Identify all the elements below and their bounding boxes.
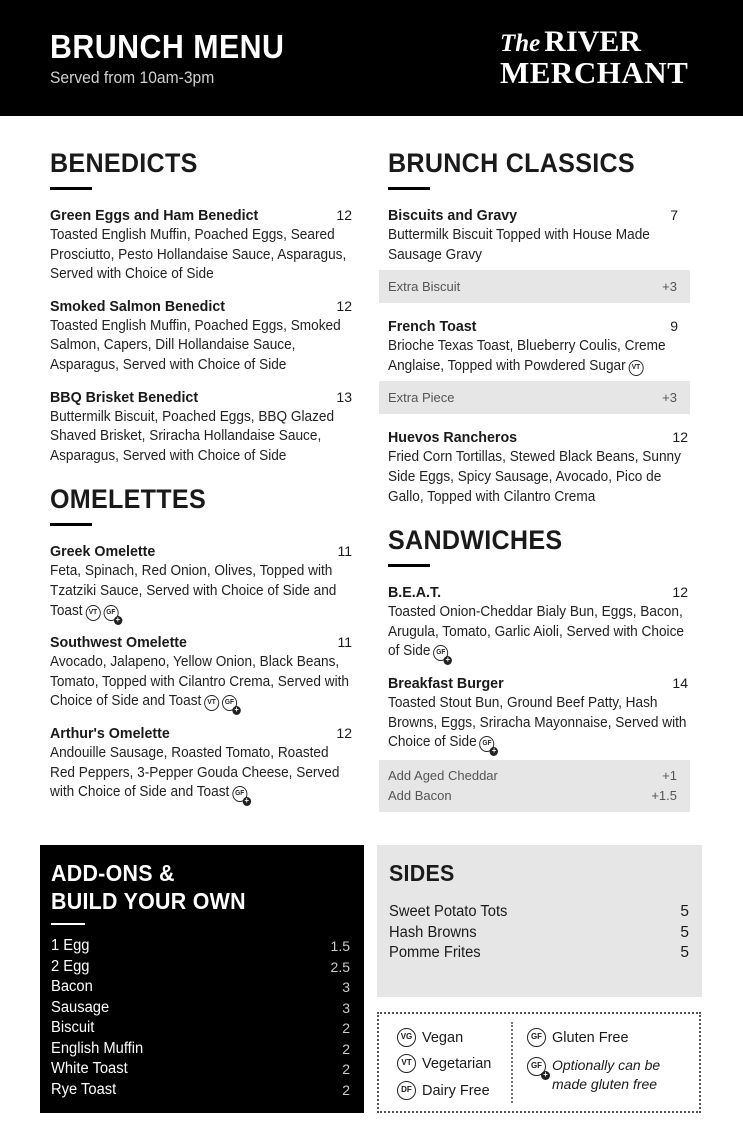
menu-item	[388, 316, 690, 376]
addon-name: Bacon	[51, 978, 93, 995]
addon-name: English Muffin	[51, 1039, 144, 1057]
addon-item	[51, 977, 350, 998]
side-price: 5	[680, 903, 689, 920]
logo-the: The	[500, 30, 541, 57]
extra-price: +1.5	[651, 787, 677, 803]
optional-gluten-free-icon	[232, 786, 247, 802]
item-price: 13	[336, 388, 352, 405]
section-benedicts	[50, 148, 352, 466]
legend-label: Vegetarian	[422, 1055, 492, 1072]
badge-code: GF	[530, 1061, 543, 1070]
item-description-text: Toasted Stout Bun, Ground Beef Patty, Hash Browns, Eggs, Sriracha Mayonnaise, Served with Choice of Side	[388, 694, 687, 751]
item-description-text: Feta, Spinach, Red Onion, Olives, Topped with Tzatziki Sauce, Served with Choice of Side and Toast	[50, 563, 337, 619]
addon-price: 3	[342, 999, 350, 1016]
addons-title-line1: ADD-ONS &	[51, 860, 175, 886]
addon-item	[51, 957, 350, 978]
badge-code: VT	[88, 608, 98, 616]
addon-price: 2	[342, 1081, 350, 1098]
item-price: 12	[336, 297, 352, 314]
menu-item	[50, 632, 352, 712]
side-name: Hash Browns	[389, 923, 477, 941]
addon-price: 2.5	[330, 958, 350, 975]
extra-label: Extra Piece	[388, 390, 455, 406]
section-brunch-classics	[388, 148, 690, 507]
addon-price: 2	[342, 1061, 350, 1077]
item-description-text: Brioche Texas Toast, Blueberry Coulis, Creme Anglaise, Topped with Powdered Sugar	[388, 338, 666, 374]
legend-note	[552, 1056, 660, 1094]
addon-name: Rye Toast	[51, 1080, 117, 1098]
extra-price: +3	[662, 390, 677, 406]
addon-name: 2 Egg	[51, 957, 90, 975]
menu-title: BRUNCH MENU	[50, 28, 285, 65]
item-description-text: Andouille Sausage, Roasted Tomato, Roasted Red Peppers, 3-Pepper Gouda Cheese, Served with Choice of Side and Toast	[50, 744, 340, 801]
section-divider	[50, 187, 92, 190]
badge-code: VT	[631, 363, 641, 371]
item-name: French Toast	[388, 318, 477, 336]
vegetarian-icon	[397, 1054, 416, 1073]
addon-item	[51, 998, 350, 1019]
item-description-text: Toasted Onion-Cheddar Bialy Bun, Eggs, Bacon, Arugula, Tomato, Garlic Aioli, Served with Choice of Side	[388, 604, 684, 660]
addons-title-line2: BUILD YOUR OWN	[51, 888, 246, 914]
optional-gluten-free-icon	[103, 605, 118, 621]
section-divider	[50, 523, 92, 526]
badge-code: GF	[530, 1032, 543, 1041]
section-divider	[388, 564, 430, 567]
menu-item	[50, 723, 352, 803]
item-price: 7	[670, 207, 678, 223]
sides-panel	[377, 845, 702, 997]
section-omelettes	[50, 484, 352, 802]
addon-item	[51, 936, 350, 957]
menu-item	[388, 582, 690, 662]
addon-name: 1 Egg	[51, 937, 90, 954]
addon-item	[51, 1059, 350, 1080]
addon-item	[51, 1080, 350, 1101]
menu-item	[388, 673, 690, 753]
extra-option	[379, 381, 690, 414]
section-sandwiches	[388, 525, 690, 812]
side-price: 5	[680, 923, 689, 941]
sides-title: SIDES	[389, 860, 455, 886]
menu-item	[388, 427, 690, 507]
extra-price: +1	[662, 767, 677, 783]
item-description	[388, 603, 689, 662]
vegetarian-icon	[204, 695, 219, 711]
gluten-free-icon	[527, 1028, 546, 1047]
logo-river: RIVER	[544, 25, 641, 58]
legend-label: Vegan	[422, 1029, 464, 1046]
section-title: BRUNCH CLASSICS	[388, 148, 635, 178]
item-name: Smoked Salmon Benedict	[50, 297, 226, 315]
item-description: Toasted English Muffin, Poached Eggs, Smoked Salmon, Capers, Dill Hollandaise Sauce, Asparagus, Served with Choice of Side	[50, 317, 341, 373]
side-name: Sweet Potato Tots	[389, 903, 508, 920]
menu-hours: Served from 10am-3pm	[50, 68, 215, 87]
left-column	[50, 148, 352, 814]
addon-name: White Toast	[51, 1060, 128, 1077]
dairy-free-icon	[397, 1081, 416, 1100]
item-description: Buttermilk Biscuit, Poached Eggs, BBQ Glazed Shaved Brisket, Sriracha Hollandaise Sauce, Asparagus, Served with Choice of Side	[50, 408, 335, 464]
item-name: BBQ Brisket Benedict	[50, 388, 199, 406]
item-price: 12	[336, 724, 352, 741]
menu-item	[50, 205, 352, 285]
addon-name: Sausage	[51, 998, 110, 1016]
badge-code: GF	[436, 649, 446, 657]
item-name: B.E.A.T.	[388, 584, 442, 602]
item-description-text: Avocado, Jalapeno, Yellow Onion, Black Beans, Tomato, Topped with Cilantro Crema, Served with Choice of Side and Toast	[50, 654, 349, 710]
legend-dairy-free	[397, 1081, 490, 1100]
section-divider	[388, 187, 430, 190]
badge-code: GF	[235, 790, 245, 798]
badge-code: VG	[400, 1032, 413, 1041]
item-description	[50, 744, 351, 803]
addons-title	[51, 859, 329, 915]
side-item	[389, 902, 689, 923]
item-price: 9	[670, 318, 678, 335]
extra-option	[379, 270, 690, 303]
badge-code: GF	[482, 740, 492, 748]
restaurant-logo	[500, 27, 688, 88]
side-item	[389, 923, 689, 944]
extra-options	[379, 760, 690, 812]
badge-code: DF	[401, 1085, 412, 1094]
badge-code: GF	[106, 608, 116, 616]
extra-label: Add Aged Cheddar	[388, 767, 498, 783]
item-description	[50, 653, 351, 712]
item-price: 12	[672, 429, 688, 446]
badge-code: VT	[207, 699, 216, 707]
legend-vegetarian	[397, 1054, 491, 1073]
legend-note-line1: Optionally can be	[552, 1057, 661, 1073]
addons-panel	[40, 845, 364, 1113]
item-price: 11	[337, 634, 352, 651]
vegetarian-icon	[85, 605, 100, 621]
menu-header	[0, 0, 743, 116]
legend-gluten-free	[527, 1028, 629, 1047]
badge-code: GF	[224, 699, 235, 707]
vegetarian-icon	[628, 360, 643, 376]
addon-price: 3	[342, 979, 350, 995]
extra-price: +3	[662, 279, 677, 295]
optional-gluten-free-icon	[527, 1057, 546, 1076]
item-name: Huevos Rancheros	[388, 429, 518, 447]
extra-option	[388, 786, 677, 806]
legend-label: Dairy Free	[422, 1082, 490, 1099]
item-name: Greek Omelette	[50, 543, 156, 561]
addon-price: 1.5	[330, 938, 350, 954]
optional-gluten-free-icon	[433, 645, 448, 661]
side-price: 5	[680, 944, 689, 961]
menu-item	[50, 296, 352, 376]
item-price: 12	[672, 584, 688, 601]
item-price: 11	[337, 543, 352, 560]
addon-item	[51, 1018, 350, 1039]
legend-divider	[511, 1022, 513, 1103]
logo-merchant: MERCHANT	[500, 55, 689, 90]
item-name: Green Eggs and Ham Benedict	[50, 207, 259, 224]
item-name: Southwest Omelette	[50, 634, 187, 652]
menu-item	[388, 205, 690, 265]
legend-vegan	[397, 1028, 463, 1047]
item-name: Breakfast Burger	[388, 674, 504, 692]
legend-note-line2: made gluten free	[552, 1076, 658, 1092]
item-price: 12	[336, 207, 352, 223]
section-divider	[51, 923, 85, 925]
item-description	[388, 694, 689, 753]
menu-item	[50, 387, 352, 467]
addon-price: 2	[342, 1020, 350, 1036]
optional-gluten-free-icon	[479, 736, 494, 752]
optional-gluten-free-icon	[222, 695, 237, 711]
item-name: Arthur's Omelette	[50, 724, 170, 742]
addon-name: Biscuit	[51, 1019, 95, 1036]
vegan-icon	[397, 1028, 416, 1047]
extra-option	[388, 766, 677, 786]
legend-optional-gluten-free	[527, 1056, 660, 1094]
item-description: Fried Corn Tortillas, Stewed Black Beans, Sunny Side Eggs, Spicy Sausage, Avocado, Pico de Gallo, Topped with Cilantro Crema	[388, 449, 681, 505]
section-title: SANDWICHES	[388, 525, 563, 556]
addon-item	[51, 1039, 350, 1060]
extra-label: Extra Biscuit	[388, 279, 461, 295]
badge-code: VT	[401, 1058, 412, 1067]
menu-item	[50, 541, 352, 621]
item-description: Toasted English Muffin, Poached Eggs, Seared Prosciutto, Pesto Hollandaise Sauce, Asparagus, Served with Choice of Side	[50, 227, 347, 283]
side-item	[389, 943, 689, 964]
dietary-legend	[377, 1012, 701, 1113]
item-price: 14	[672, 674, 688, 691]
item-description	[50, 562, 351, 621]
section-title: BENEDICTS	[50, 148, 198, 178]
legend-label: Gluten Free	[552, 1029, 629, 1046]
right-column	[388, 148, 690, 825]
extra-label: Add Bacon	[388, 787, 452, 803]
item-description: Buttermilk Biscuit Topped with House Made Sausage Gravy	[388, 227, 650, 263]
addon-price: 2	[342, 1040, 350, 1057]
section-title: OMELETTES	[50, 484, 206, 515]
item-description	[388, 337, 689, 376]
side-name: Pomme Frites	[389, 944, 481, 961]
item-name: Biscuits and Gravy	[388, 207, 518, 224]
